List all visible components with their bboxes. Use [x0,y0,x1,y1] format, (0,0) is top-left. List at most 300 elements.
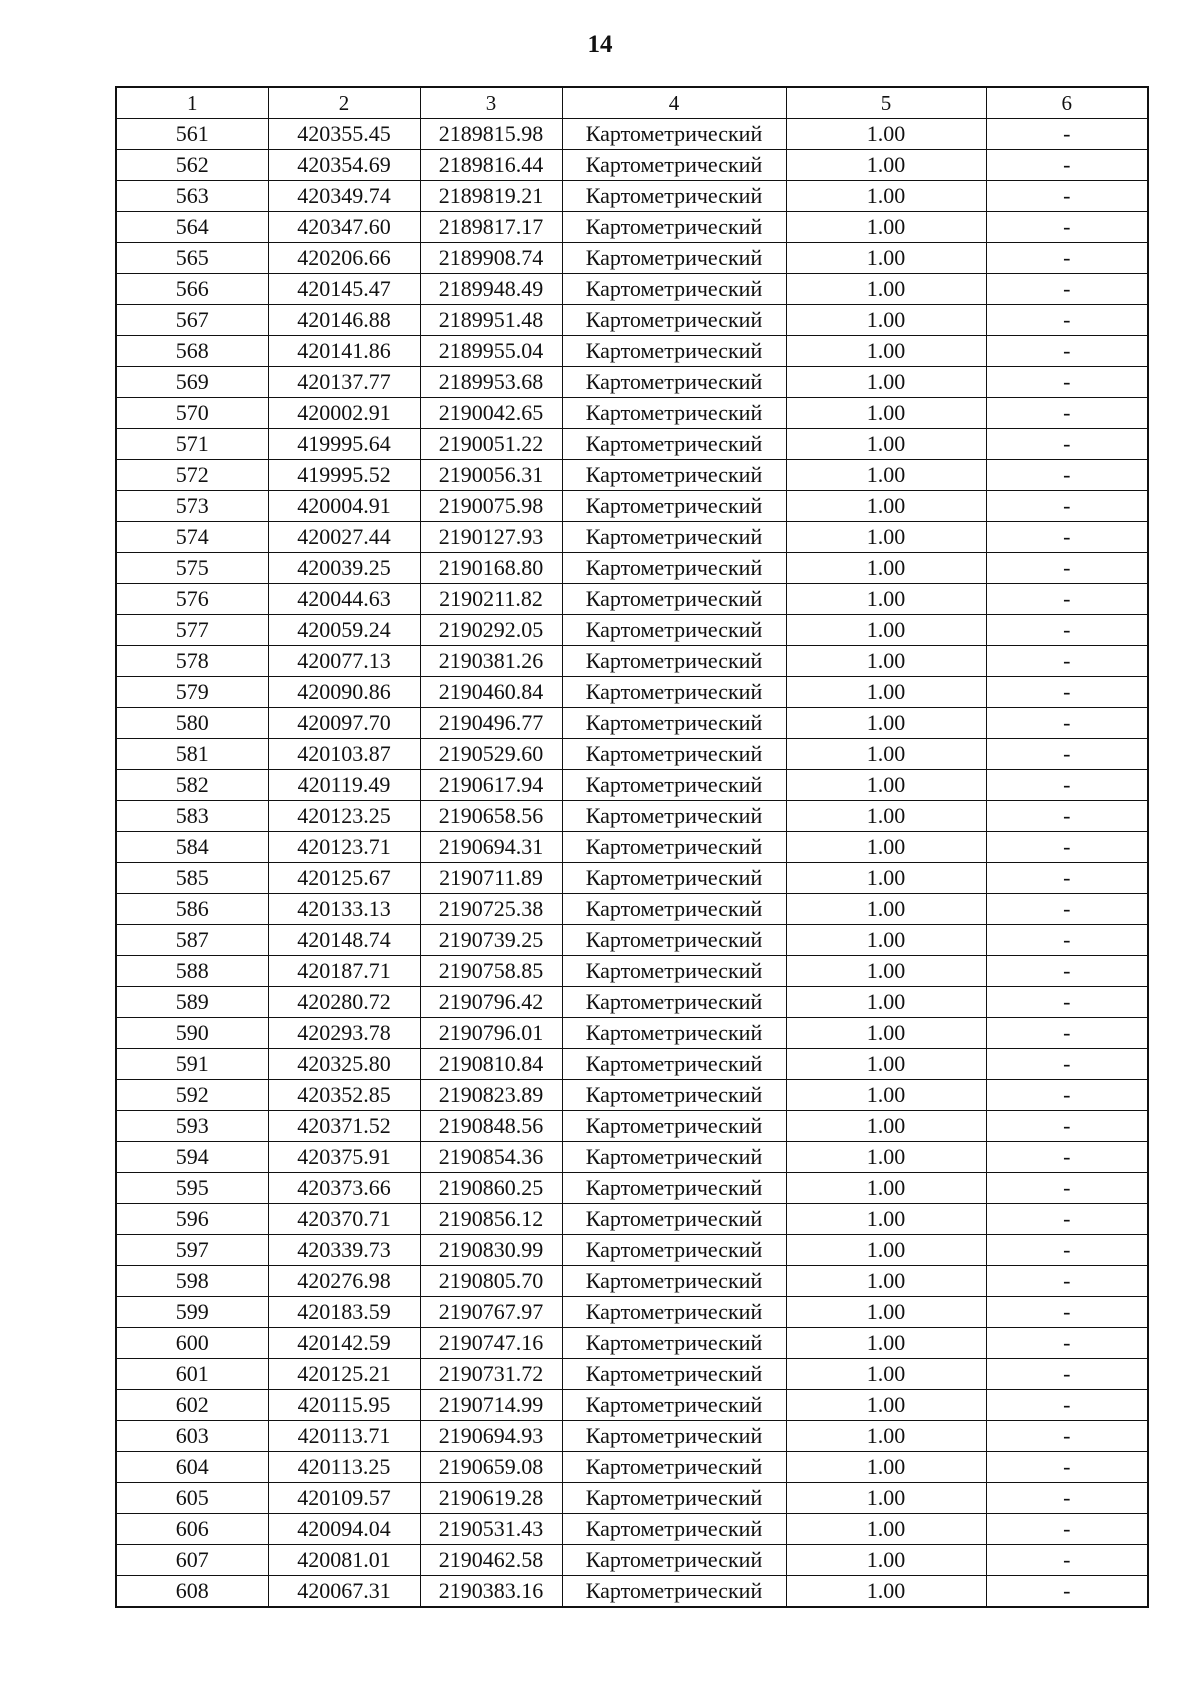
table-row [116,708,1148,739]
accuracy-cell: 1.00 [786,1142,986,1173]
table-row [116,801,1148,832]
x-coordinate-cell: 420002.91 [268,398,420,429]
description-cell: - [986,398,1148,429]
y-coordinate-cell: 2189819.21 [420,181,562,212]
table-row [116,1359,1148,1390]
table-row [116,770,1148,801]
table-row [116,863,1148,894]
point-number-cell: 563 [116,181,268,212]
description-cell: - [986,1235,1148,1266]
method-cell: Картометрический [562,1142,786,1173]
point-number-cell: 588 [116,956,268,987]
x-coordinate-cell: 420142.59 [268,1328,420,1359]
x-coordinate-cell: 420148.74 [268,925,420,956]
point-number-cell: 570 [116,398,268,429]
point-number-cell: 582 [116,770,268,801]
table-row [116,398,1148,429]
table-header [116,87,1148,119]
x-coordinate-cell: 420077.13 [268,646,420,677]
method-cell: Картометрический [562,1576,786,1608]
y-coordinate-cell: 2190860.25 [420,1173,562,1204]
method-cell: Картометрический [562,1452,786,1483]
x-coordinate-cell: 420325.80 [268,1049,420,1080]
point-number-cell: 565 [116,243,268,274]
method-cell: Картометрический [562,677,786,708]
accuracy-cell: 1.00 [786,553,986,584]
column-header-4: 4 [562,87,786,119]
accuracy-cell: 1.00 [786,646,986,677]
accuracy-cell: 1.00 [786,1545,986,1576]
table-row [116,119,1148,150]
method-cell: Картометрический [562,553,786,584]
description-cell: - [986,274,1148,305]
description-cell: - [986,894,1148,925]
method-cell: Картометрический [562,243,786,274]
x-coordinate-cell: 420137.77 [268,367,420,398]
description-cell: - [986,1452,1148,1483]
y-coordinate-cell: 2190694.93 [420,1421,562,1452]
table-row [116,894,1148,925]
method-cell: Картометрический [562,770,786,801]
accuracy-cell: 1.00 [786,1173,986,1204]
column-header-3: 3 [420,87,562,119]
point-number-cell: 568 [116,336,268,367]
method-cell: Картометрический [562,956,786,987]
point-number-cell: 587 [116,925,268,956]
method-cell: Картометрический [562,708,786,739]
table-row [116,491,1148,522]
table-row [116,739,1148,770]
x-coordinate-cell: 420276.98 [268,1266,420,1297]
accuracy-cell: 1.00 [786,1576,986,1608]
accuracy-cell: 1.00 [786,305,986,336]
description-cell: - [986,119,1148,150]
y-coordinate-cell: 2190714.99 [420,1390,562,1421]
y-coordinate-cell: 2190725.38 [420,894,562,925]
column-header-5: 5 [786,87,986,119]
x-coordinate-cell: 419995.64 [268,429,420,460]
method-cell: Картометрический [562,584,786,615]
y-coordinate-cell: 2189816.44 [420,150,562,181]
description-cell: - [986,553,1148,584]
x-coordinate-cell: 419995.52 [268,460,420,491]
x-coordinate-cell: 420141.86 [268,336,420,367]
accuracy-cell: 1.00 [786,150,986,181]
y-coordinate-cell: 2190460.84 [420,677,562,708]
x-coordinate-cell: 420103.87 [268,739,420,770]
table-row [116,429,1148,460]
point-number-cell: 591 [116,1049,268,1080]
x-coordinate-cell: 420183.59 [268,1297,420,1328]
description-cell: - [986,150,1148,181]
point-number-cell: 600 [116,1328,268,1359]
method-cell: Картометрический [562,925,786,956]
x-coordinate-cell: 420115.95 [268,1390,420,1421]
y-coordinate-cell: 2190127.93 [420,522,562,553]
point-number-cell: 606 [116,1514,268,1545]
accuracy-cell: 1.00 [786,894,986,925]
x-coordinate-cell: 420004.91 [268,491,420,522]
point-number-cell: 598 [116,1266,268,1297]
method-cell: Картометрический [562,1266,786,1297]
accuracy-cell: 1.00 [786,832,986,863]
y-coordinate-cell: 2190856.12 [420,1204,562,1235]
table-row [116,584,1148,615]
method-cell: Картометрический [562,1173,786,1204]
column-header-2: 2 [268,87,420,119]
x-coordinate-cell: 420293.78 [268,1018,420,1049]
point-number-cell: 573 [116,491,268,522]
method-cell: Картометрический [562,1235,786,1266]
point-number-cell: 584 [116,832,268,863]
description-cell: - [986,1018,1148,1049]
table-row [116,305,1148,336]
x-coordinate-cell: 420097.70 [268,708,420,739]
y-coordinate-cell: 2190823.89 [420,1080,562,1111]
description-cell: - [986,584,1148,615]
point-number-cell: 592 [116,1080,268,1111]
description-cell: - [986,615,1148,646]
y-coordinate-cell: 2190042.65 [420,398,562,429]
y-coordinate-cell: 2190805.70 [420,1266,562,1297]
method-cell: Картометрический [562,987,786,1018]
table-row [116,367,1148,398]
x-coordinate-cell: 420123.25 [268,801,420,832]
y-coordinate-cell: 2190529.60 [420,739,562,770]
point-number-cell: 590 [116,1018,268,1049]
point-number-cell: 564 [116,212,268,243]
point-number-cell: 583 [116,801,268,832]
point-number-cell: 575 [116,553,268,584]
accuracy-cell: 1.00 [786,1452,986,1483]
x-coordinate-cell: 420067.31 [268,1576,420,1608]
description-cell: - [986,1266,1148,1297]
y-coordinate-cell: 2190531.43 [420,1514,562,1545]
description-cell: - [986,1204,1148,1235]
x-coordinate-cell: 420145.47 [268,274,420,305]
description-cell: - [986,429,1148,460]
description-cell: - [986,708,1148,739]
method-cell: Картометрический [562,894,786,925]
method-cell: Картометрический [562,1297,786,1328]
method-cell: Картометрический [562,429,786,460]
point-number-cell: 579 [116,677,268,708]
y-coordinate-cell: 2189908.74 [420,243,562,274]
description-cell: - [986,801,1148,832]
accuracy-cell: 1.00 [786,1235,986,1266]
description-cell: - [986,925,1148,956]
y-coordinate-cell: 2190075.98 [420,491,562,522]
y-coordinate-cell: 2189953.68 [420,367,562,398]
description-cell: - [986,646,1148,677]
point-number-cell: 567 [116,305,268,336]
method-cell: Картометрический [562,1080,786,1111]
description-cell: - [986,367,1148,398]
accuracy-cell: 1.00 [786,1483,986,1514]
accuracy-cell: 1.00 [786,956,986,987]
accuracy-cell: 1.00 [786,491,986,522]
point-number-cell: 580 [116,708,268,739]
description-cell: - [986,1173,1148,1204]
method-cell: Картометрический [562,863,786,894]
table-row [116,646,1148,677]
method-cell: Картометрический [562,1049,786,1080]
y-coordinate-cell: 2190051.22 [420,429,562,460]
point-number-cell: 577 [116,615,268,646]
accuracy-cell: 1.00 [786,677,986,708]
point-number-cell: 604 [116,1452,268,1483]
table-row [116,615,1148,646]
table-row [116,181,1148,212]
accuracy-cell: 1.00 [786,367,986,398]
method-cell: Картометрический [562,274,786,305]
description-cell: - [986,1111,1148,1142]
accuracy-cell: 1.00 [786,1514,986,1545]
method-cell: Картометрический [562,119,786,150]
accuracy-cell: 1.00 [786,739,986,770]
y-coordinate-cell: 2190211.82 [420,584,562,615]
method-cell: Картометрический [562,491,786,522]
y-coordinate-cell: 2190758.85 [420,956,562,987]
accuracy-cell: 1.00 [786,460,986,491]
x-coordinate-cell: 420370.71 [268,1204,420,1235]
method-cell: Картометрический [562,832,786,863]
y-coordinate-cell: 2190694.31 [420,832,562,863]
description-cell: - [986,1483,1148,1514]
x-coordinate-cell: 420206.66 [268,243,420,274]
description-cell: - [986,1576,1148,1608]
method-cell: Картометрический [562,460,786,491]
accuracy-cell: 1.00 [786,212,986,243]
table-row [116,1266,1148,1297]
method-cell: Картометрический [562,1514,786,1545]
method-cell: Картометрический [562,1483,786,1514]
accuracy-cell: 1.00 [786,1421,986,1452]
x-coordinate-cell: 420347.60 [268,212,420,243]
x-coordinate-cell: 420125.21 [268,1359,420,1390]
point-number-cell: 578 [116,646,268,677]
x-coordinate-cell: 420094.04 [268,1514,420,1545]
y-coordinate-cell: 2189955.04 [420,336,562,367]
table-row [116,956,1148,987]
method-cell: Картометрический [562,739,786,770]
x-coordinate-cell: 420039.25 [268,553,420,584]
table-row [116,925,1148,956]
y-coordinate-cell: 2189815.98 [420,119,562,150]
point-number-cell: 585 [116,863,268,894]
method-cell: Картометрический [562,1390,786,1421]
description-cell: - [986,739,1148,770]
accuracy-cell: 1.00 [786,1297,986,1328]
point-number-cell: 596 [116,1204,268,1235]
table-row [116,336,1148,367]
point-number-cell: 595 [116,1173,268,1204]
y-coordinate-cell: 2190796.01 [420,1018,562,1049]
y-coordinate-cell: 2190056.31 [420,460,562,491]
accuracy-cell: 1.00 [786,1266,986,1297]
x-coordinate-cell: 420373.66 [268,1173,420,1204]
description-cell: - [986,770,1148,801]
x-coordinate-cell: 420090.86 [268,677,420,708]
point-number-cell: 574 [116,522,268,553]
method-cell: Картометрический [562,336,786,367]
accuracy-cell: 1.00 [786,119,986,150]
x-coordinate-cell: 420280.72 [268,987,420,1018]
accuracy-cell: 1.00 [786,1111,986,1142]
point-number-cell: 569 [116,367,268,398]
table-row [116,1297,1148,1328]
x-coordinate-cell: 420146.88 [268,305,420,336]
table-row [116,1421,1148,1452]
accuracy-cell: 1.00 [786,1359,986,1390]
point-number-cell: 561 [116,119,268,150]
table-row [116,274,1148,305]
point-number-cell: 571 [116,429,268,460]
method-cell: Картометрический [562,398,786,429]
y-coordinate-cell: 2189948.49 [420,274,562,305]
table-row [116,212,1148,243]
table-row [116,832,1148,863]
description-cell: - [986,677,1148,708]
table-row [116,553,1148,584]
accuracy-cell: 1.00 [786,925,986,956]
point-number-cell: 572 [116,460,268,491]
y-coordinate-cell: 2190731.72 [420,1359,562,1390]
x-coordinate-cell: 420123.71 [268,832,420,863]
description-cell: - [986,956,1148,987]
description-cell: - [986,522,1148,553]
accuracy-cell: 1.00 [786,584,986,615]
accuracy-cell: 1.00 [786,429,986,460]
y-coordinate-cell: 2190848.56 [420,1111,562,1142]
x-coordinate-cell: 420355.45 [268,119,420,150]
point-number-cell: 607 [116,1545,268,1576]
method-cell: Картометрический [562,181,786,212]
accuracy-cell: 1.00 [786,615,986,646]
accuracy-cell: 1.00 [786,1049,986,1080]
table-row [116,150,1148,181]
table-row [116,1328,1148,1359]
x-coordinate-cell: 420109.57 [268,1483,420,1514]
table-row [116,677,1148,708]
method-cell: Картометрический [562,212,786,243]
x-coordinate-cell: 420352.85 [268,1080,420,1111]
method-cell: Картометрический [562,1359,786,1390]
accuracy-cell: 1.00 [786,1018,986,1049]
accuracy-cell: 1.00 [786,1390,986,1421]
y-coordinate-cell: 2190383.16 [420,1576,562,1608]
point-number-cell: 599 [116,1297,268,1328]
table-row [116,1204,1148,1235]
description-cell: - [986,1049,1148,1080]
x-coordinate-cell: 420187.71 [268,956,420,987]
method-cell: Картометрический [562,1018,786,1049]
table-row [116,1049,1148,1080]
y-coordinate-cell: 2190854.36 [420,1142,562,1173]
x-coordinate-cell: 420133.13 [268,894,420,925]
page-number: 14 [587,31,613,58]
y-coordinate-cell: 2190711.89 [420,863,562,894]
table-row [116,522,1148,553]
table-row [116,1514,1148,1545]
description-cell: - [986,336,1148,367]
description-cell: - [986,460,1148,491]
table-row [116,1235,1148,1266]
table-row [116,243,1148,274]
column-header-1: 1 [116,87,268,119]
description-cell: - [986,491,1148,522]
accuracy-cell: 1.00 [786,1328,986,1359]
method-cell: Картометрический [562,1545,786,1576]
method-cell: Картометрический [562,522,786,553]
point-number-cell: 608 [116,1576,268,1608]
point-number-cell: 566 [116,274,268,305]
description-cell: - [986,1545,1148,1576]
table-row [116,987,1148,1018]
method-cell: Картометрический [562,150,786,181]
table-row [116,1173,1148,1204]
point-number-cell: 581 [116,739,268,770]
y-coordinate-cell: 2190739.25 [420,925,562,956]
table-body [116,119,1148,1608]
y-coordinate-cell: 2190462.58 [420,1545,562,1576]
accuracy-cell: 1.00 [786,181,986,212]
x-coordinate-cell: 420375.91 [268,1142,420,1173]
table-row [116,1576,1148,1608]
description-cell: - [986,987,1148,1018]
y-coordinate-cell: 2190496.77 [420,708,562,739]
accuracy-cell: 1.00 [786,522,986,553]
method-cell: Картометрический [562,801,786,832]
description-cell: - [986,1328,1148,1359]
y-coordinate-cell: 2190796.42 [420,987,562,1018]
description-cell: - [986,212,1148,243]
point-number-cell: 601 [116,1359,268,1390]
x-coordinate-cell: 420354.69 [268,150,420,181]
y-coordinate-cell: 2190168.80 [420,553,562,584]
description-cell: - [986,1421,1148,1452]
y-coordinate-cell: 2190292.05 [420,615,562,646]
table-row [116,1142,1148,1173]
point-number-cell: 602 [116,1390,268,1421]
x-coordinate-cell: 420349.74 [268,181,420,212]
y-coordinate-cell: 2189817.17 [420,212,562,243]
table-row [116,1080,1148,1111]
accuracy-cell: 1.00 [786,801,986,832]
table-row [116,1018,1148,1049]
point-number-cell: 603 [116,1421,268,1452]
method-cell: Картометрический [562,1328,786,1359]
x-coordinate-cell: 420081.01 [268,1545,420,1576]
point-number-cell: 576 [116,584,268,615]
description-cell: - [986,1514,1148,1545]
accuracy-cell: 1.00 [786,1080,986,1111]
point-number-cell: 562 [116,150,268,181]
accuracy-cell: 1.00 [786,398,986,429]
x-coordinate-cell: 420113.25 [268,1452,420,1483]
method-cell: Картометрический [562,646,786,677]
header-row [116,87,1148,119]
point-number-cell: 597 [116,1235,268,1266]
point-number-cell: 594 [116,1142,268,1173]
x-coordinate-cell: 420125.67 [268,863,420,894]
accuracy-cell: 1.00 [786,336,986,367]
point-number-cell: 605 [116,1483,268,1514]
table-row [116,1452,1148,1483]
description-cell: - [986,1297,1148,1328]
x-coordinate-cell: 420119.49 [268,770,420,801]
method-cell: Картометрический [562,1204,786,1235]
